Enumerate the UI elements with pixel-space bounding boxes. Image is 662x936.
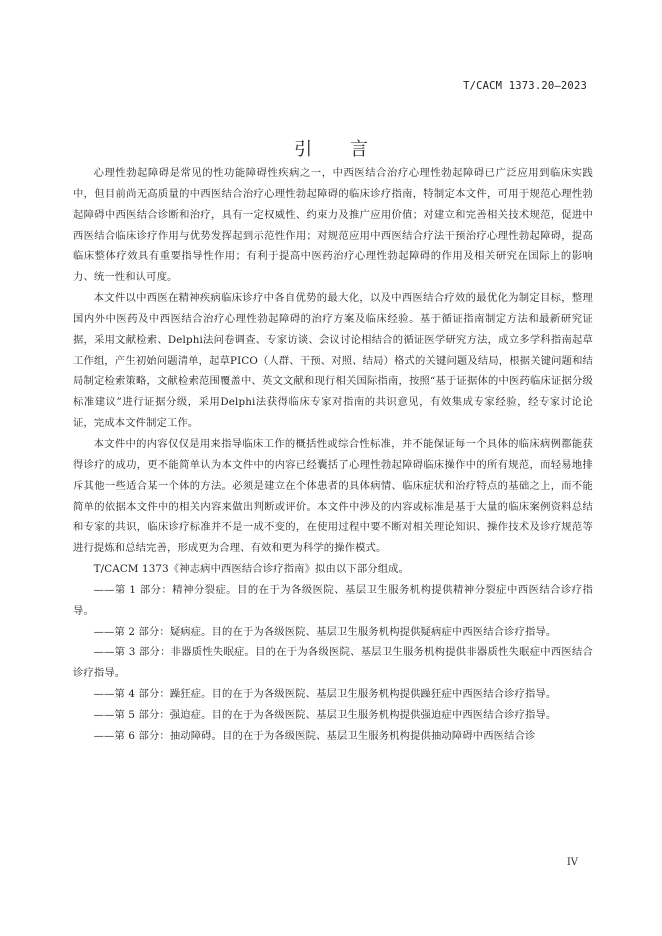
page-title: 引 言 <box>294 139 384 160</box>
body-text <box>73 163 593 747</box>
document-code: T/CACM 1373.20—2023 <box>463 80 587 92</box>
page-number: IV <box>566 857 578 868</box>
part-item: ——第 3 部分：非器质性失眠症。目的在于为各级医院、基层卫生服务机构提供非器质性失眠症中西医结合诊疗指导。 <box>73 646 593 680</box>
part-item: ——第 6 部分：抽动障碍。目的在于为各级医院、基层卫生服务机构提供抽动障碍中西医结合诊 <box>93 729 536 742</box>
part-item: ——第 1 部分：精神分裂症。目的在于为各级医院、基层卫生服务机构提供精神分裂症中西医结合诊疗指导。 <box>73 583 593 617</box>
paragraph: 心理性勃起障碍是常见的性功能障碍性疾病之一，中西医结合治疗心理性勃起障碍已广泛应用到临床实践中，但目前尚无高质量的中西医结合治疗心理性勃起障碍的临床诊疗指南，特制定本文件，可用于规范心理性勃起障碍中西医结合诊断和治疗，具有一定权威性、约束力及推广应用价值；对建立和完善相关技术规范，促进中西医结合临床诊疗作用与优势发挥起到示范性作用；对规范应用中西医结合疗法干预治疗心理性勃起障碍，提高临床整体疗效具有重要指导性作用；有利于提高中医药治疗心理性勃起障碍的作用及相关研究在国际上的影响力、统一性和认可度。 <box>73 167 593 284</box>
part-item: ——第 4 部分：躁狂症。目的在于为各级医院、基层卫生服务机构提供躁狂症中西医结合诊疗指导。 <box>93 688 557 701</box>
part-item: ——第 2 部分：疑病症。目的在于为各级医院、基层卫生服务机构提供疑病症中西医结合诊疗指导。 <box>93 625 557 638</box>
paragraph: T/CACM 1373《神志病中西医结合诊疗指南》拟由以下部分组成。 <box>93 563 410 576</box>
paragraph: 本文件以中西医在精神疾病临床诊疗中各自优势的最大化，以及中西医结合疗效的最优化为制定目标，整理国内外中医药及中西医结合治疗心理性勃起障碍的治疗方案及临床经验。基于循证指南制定方法和最新研究证据，采用文献检索、Delphi法问卷调查、专家访谈、会议讨论相结合的循证医学研究方法，成立多学科指南起草工作组，产生初始问题清单，起草PICO（人群、干预、对照、结局）格式的关键问题及结局，根据关键问题和结局制定检索策略，文献检索范围覆盖中、英文文献和现行相关国际指南，按照“基于证据体的中医药临床证据分级标准建议”进行证据分级，采用Delphi法获得临床专家对指南的共识意见，有效集成专家经验，经专家讨论论证，完成本文件制定工作。 <box>73 292 593 430</box>
part-item: ——第 5 部分：强迫症。目的在于为各级医院、基层卫生服务机构提供强迫症中西医结合诊疗指导。 <box>93 708 557 721</box>
paragraph: 本文件中的内容仅仅是用来指导临床工作的概括性或综合性标准，并不能保证每一个具体的临床病例都能获得诊疗的成功，更不能简单认为本文件中的内容已经囊括了心理性勃起障碍临床操作中的所有规范，而轻易地排斥其他一些适合某一个体的方法。必须是建立在个体患者的具体病情、临床症状和治疗特点的基础之上，而不能简单的依据本文件中的相关内容来做出判断或评价。本文件中涉及的内容或标准是基于大量的临床案例资料总结和专家的共识，临床诊疗标准并不是一成不变的，在使用过程中要不断对相关理论知识、操作技术及诊疗规范等进行提炼和总结完善，形成更为合理、有效和更为科学的操作模式。 <box>73 437 593 555</box>
